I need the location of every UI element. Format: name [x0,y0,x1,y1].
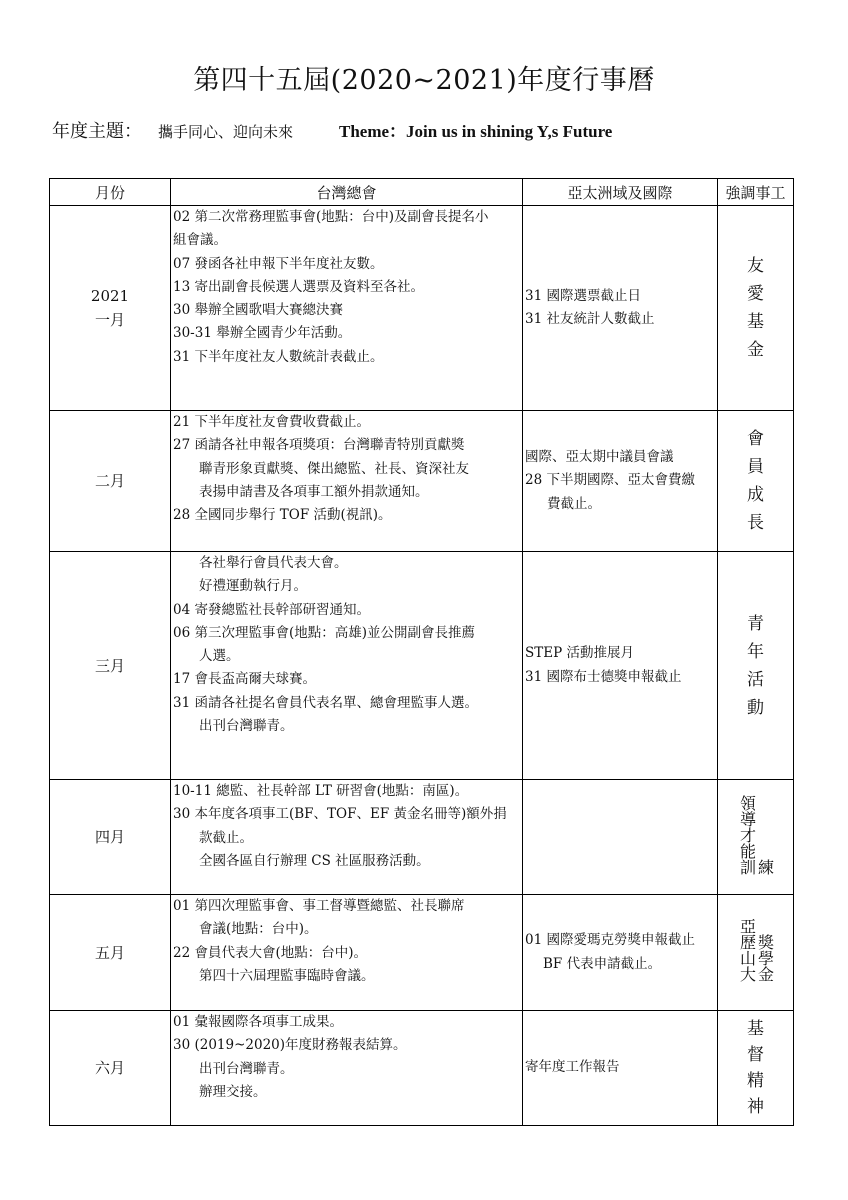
event-line: 30 舉辦全國歌唱大賽總決賽 [173,302,343,319]
event-line: 04 寄發總監社長幹部研習通知。 [173,601,370,618]
event-line: 表揚申請書及各項事工額外捐款通知。 [199,483,429,500]
month-label: 四月 [94,828,125,846]
asia-line: 01 國際愛瑪克勞獎申報截止 [525,932,695,949]
month-cell [50,206,171,411]
event-line: 辦理交接。 [199,1083,267,1100]
table-header-row [50,179,794,206]
emphasis-char: 成 [747,485,764,505]
theme-line [52,117,812,143]
taiwan-cell [171,552,523,780]
asia-line: 31 國際布士德獎申報截止 [525,668,682,685]
asia-cell [523,206,718,411]
month-cell [50,1011,171,1126]
calendar-table [49,178,794,1126]
event-line: 出刊台灣聯青。 [199,718,294,735]
event-line: 06 第三次理監事會(地點：高雄)並公開副會長推薦 [173,624,476,641]
emphasis-cell [718,895,794,1011]
theme-english: Theme：Join us in shining Y,s Future [339,122,613,141]
asia-cell [523,895,718,1011]
emphasis-vertical: 領導才能訓 [737,794,757,875]
event-line: 28 全國同步舉行 TOF 活動(視訊)。 [173,507,392,524]
month-cell [50,780,171,895]
emphasis-cell [718,552,794,780]
event-line: 31 函請各社提名會員代表名單、總會理監事人選。 [173,694,478,711]
page-title: 第四十五屆(2020~2021)年度行事曆 [193,65,655,96]
month-cell [50,552,171,780]
event-line: 組會議。 [173,232,227,249]
asia-cell [523,411,718,552]
month-label: 六月 [94,1059,125,1077]
asia-cell [523,552,718,780]
event-line: 30 (2019~2020)年度財務報表結算。 [173,1037,407,1054]
event-line: 10-11 總監、社長幹部 LT 研習會(地點：南區)。 [173,783,469,799]
event-line: 13 寄出副會長候選人選票及資料至各社。 [173,278,424,295]
asia-line: 28 下半期國際、亞太會費繳 [525,472,695,489]
asia-line: 費截止。 [547,495,601,512]
event-line: 17 會長盃高爾夫球賽。 [173,671,316,688]
event-line: 01 第四次理監事會、事工督導暨總監、社長聯席 [173,898,465,914]
emphasis-char: 青 [747,613,764,634]
taiwan-cell [171,411,523,552]
event-line: 全國各區自行辦理 CS 社區服務活動。 [199,852,430,869]
event-line: 07 發函各社申報下半年度社友數。 [173,255,384,272]
theme-chinese: 攜手同心、迎向未來 [158,123,294,141]
emphasis-char: 督 [747,1045,764,1065]
table-row [50,1011,794,1126]
table-row [50,780,794,895]
emphasis-char: 長 [747,513,764,533]
emphasis-char: 基 [747,1019,764,1039]
month-label: 五月 [94,943,125,962]
asia-line: BF 代表申請截止。 [543,955,662,972]
month-label: 二月 [94,472,125,490]
emphasis-char: 精 [747,1071,764,1091]
event-line: 款截止。 [199,829,253,846]
emphasis-char: 年 [747,641,764,662]
asia-line: 國際、亞太期中議員會議 [525,449,674,466]
taiwan-cell [171,895,523,1011]
header-month: 月份 [50,179,171,206]
emphasis-vertical: 獎學金 [755,934,775,982]
asia-cell [523,780,718,895]
event-line: 01 彙報國際各項事工成果。 [173,1014,343,1030]
table-row [50,206,794,411]
emphasis-cell [718,1011,794,1126]
emphasis-char: 會 [747,429,764,449]
event-line: 各社舉行會員代表大會。 [199,555,348,571]
emphasis-char: 友 [747,256,764,276]
emphasis-char: 神 [747,1097,764,1117]
emphasis-char: 愛 [747,284,764,304]
asia-line: 31 國際選票截止日 [525,287,641,304]
event-line: 30 本年度各項事工(BF、TOF、EF 黃金名冊等)額外捐 [173,806,507,823]
theme-label: 年度主題： [52,121,142,142]
taiwan-cell [171,780,523,895]
asia-cell [523,1011,718,1126]
emphasis-char: 動 [747,697,764,718]
emphasis-char: 金 [747,340,764,360]
header-asia: 亞太洲域及國際 [523,179,718,206]
taiwan-cell [171,1011,523,1126]
emphasis-cell [718,780,794,895]
event-line: 31 下半年度社友人數統計表截止。 [173,348,384,365]
month-label: 一月 [94,311,125,329]
event-line: 聯青形象貢獻獎、傑出總監、社長、資深社友 [199,460,469,477]
emphasis-cell [718,206,794,411]
event-line: 02 第二次常務理監事會(地點：台中)及副會長提名小 [173,209,489,225]
event-line: 出刊台灣聯青。 [199,1060,294,1077]
emphasis-char: 基 [747,312,764,332]
emphasis-char: 員 [747,457,764,477]
emphasis-char: 活 [747,669,764,690]
event-line: 27 函請各社申報各項獎項：台灣聯青特別貢獻獎 [173,437,465,454]
asia-line: STEP 活動推展月 [525,645,634,662]
asia-line: 寄年度工作報告 [525,1059,620,1076]
emphasis-vertical: 亞歷山大 [737,918,757,982]
event-line: 30-31 舉辦全國青少年活動。 [173,325,352,342]
asia-line: 31 社友統計人數截止 [525,311,655,327]
event-line: 人選。 [199,648,240,665]
event-line: 22 會員代表大會(地點：台中)。 [173,944,368,961]
taiwan-cell [171,206,523,411]
event-line: 第四十六屆理監事臨時會議。 [199,967,375,984]
month-label: 三月 [94,656,125,675]
emphasis-vertical: 練 [755,858,775,875]
table-row [50,552,794,780]
event-line: 會議(地點：台中)。 [199,921,318,938]
table-row [50,895,794,1011]
month-year: 2021 [90,287,130,305]
header-emphasis: 強調事工 [718,179,794,206]
month-cell [50,895,171,1011]
header-taiwan: 台灣總會 [171,179,523,206]
emphasis-cell [718,411,794,552]
event-line: 好禮運動執行月。 [199,578,307,595]
event-line: 21 下半年度社友會費收費截止。 [173,414,370,430]
month-cell [50,411,171,552]
table-row [50,411,794,552]
